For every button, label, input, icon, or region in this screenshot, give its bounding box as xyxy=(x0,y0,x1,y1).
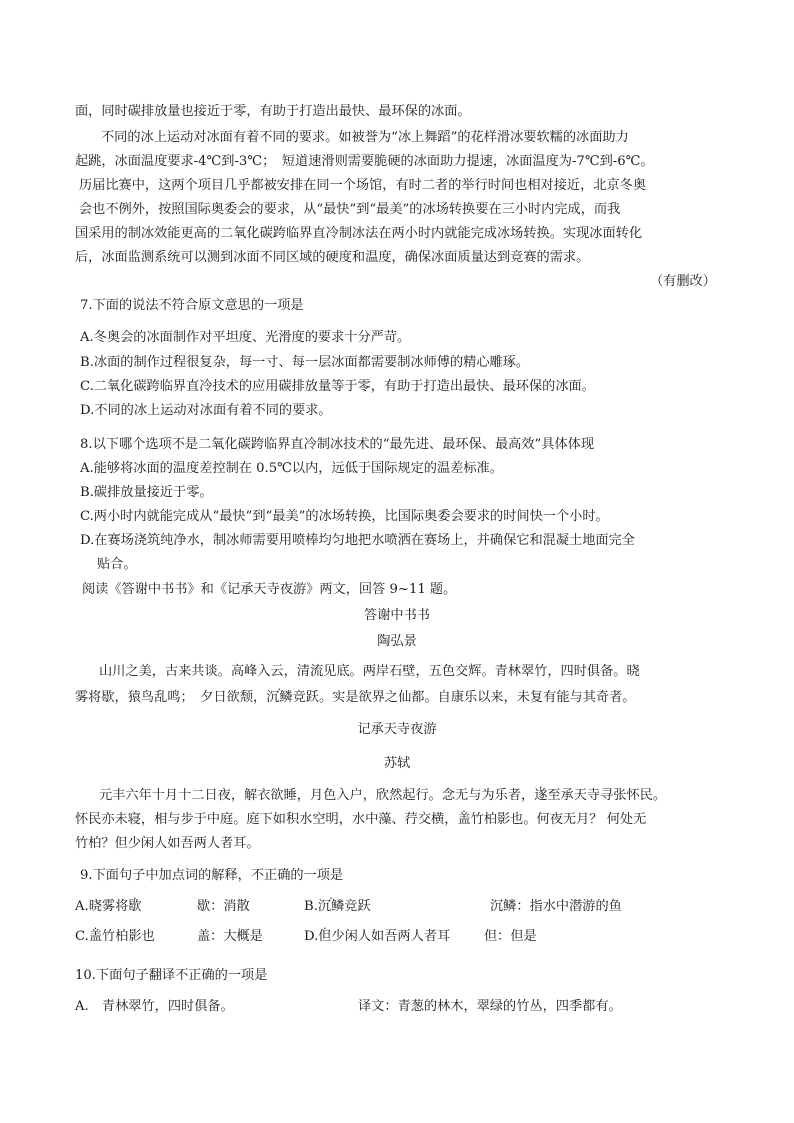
q9-option-d-explanation: 但：但是 xyxy=(484,929,537,944)
text2-line-2: 怀民亦未寝，相与步于中庭。庭下如积水空明，水中藻、荇交横，盖竹柏影也。何夜无月？ 何处无 xyxy=(75,812,647,827)
text1-line-1: 山川之美，古来共谈。高峰入云，清流见底。两岸石壁，五色交辉。青林翠竹，四时俱备。晓 xyxy=(99,664,640,679)
passage-line-1: 面，同时碳排放量也接近于零，有助于打造出最快、最环保的冰面。 xyxy=(75,104,471,119)
passage-line-4: 历届比赛中，这两个项目几乎都被安排在同一个场馆，有时二者的举行时间也相对接近，北京冬奥 xyxy=(79,178,647,193)
q9-option-c-explanation: 盖：大概是 xyxy=(197,929,263,944)
q9-option-d: D.但少闲人如吾两人者耳 xyxy=(304,929,451,944)
q7-option-b: B.冰面的制作过程很复杂，每一寸、每一层冰面都需要制冰师傅的精心雕琢。 xyxy=(80,355,530,370)
dotted-word: 盖 xyxy=(88,929,102,944)
text1-line-2: 雾将歇，猿鸟乱鸣； 夕日欲颓，沉鳞竞跃。实是欲界之仙都。自康乐以来，未复有能与其奇者。 xyxy=(75,690,636,705)
q9-option-a-explanation: 歇：消散 xyxy=(197,899,250,914)
q9-option-b: B.沉鳞竞跃 xyxy=(304,899,371,914)
q7-option-c: C.二氧化碳跨临界直冷技术的应用碳排放量等于零，有助于打造出最快、最环保的冰面。 xyxy=(80,379,595,394)
dotted-word: 盖 xyxy=(457,812,471,827)
text2-line-3: 竹柏？但少闲人如吾两人者耳。 xyxy=(75,836,260,851)
passage-line-5: 会也不例外，按照国际奥委会的要求，从“最快”到“最美”的冰场转换要在三小时内完成，而我 xyxy=(79,202,621,217)
q10-option-a: A. 青林翠竹，四时俱备。 xyxy=(75,999,234,1014)
text1-author: 陶弘景 xyxy=(377,634,417,649)
dotted-word: 遂 xyxy=(534,788,548,803)
q10-option-a-translation: 译文：青葱的林木，翠绿的竹丛，四季都有。 xyxy=(358,999,622,1014)
source-note: （有删改） xyxy=(650,274,716,289)
passage-line-6: 国采用的制冰效能更高的二氧化碳跨临界直冷制冰法在两小时内就能完成冰场转换。实现冰面转化 xyxy=(75,226,643,241)
passage-line-2: 不同的冰上运动对冰面有着不同的要求。如被誉为“冰上舞蹈”的花样滑冰要软糯的冰面助力 xyxy=(101,130,629,145)
text2-line-1: 元丰六年十月十二日夜，解衣欲睡，月色入户，欣然起行。念无与为乐者，遂至承天寺寻张怀民。 xyxy=(99,788,667,803)
dotted-word: 歇 xyxy=(128,899,142,914)
q8-option-a: A.能够将冰面的温度差控制在 0.5℃以内，远低于国际规定的温差标准。 xyxy=(80,461,503,476)
passage-line-7: 后，冰面监测系统可以测到冰面不同区域的硬度和温度，确保冰面质量达到竞赛的需求。 xyxy=(75,250,590,265)
passage-line-3: 起跳，冰面温度要求-4℃到-3℃； 短道速滑则需要脆硬的冰面助力提速，冰面温度为-7℃到-6℃。 xyxy=(75,154,654,169)
dotted-word: 沉鳞 xyxy=(317,899,345,914)
q7-option-a: A.冬奥会的冰面制作对平坦度、光滑度的要求十分严苛。 xyxy=(80,330,411,345)
q7-stem: 7.下面的说法不符合原文意思的一项是 xyxy=(80,298,304,313)
q9-option-b-explanation: 沉鳞：指水中潜游的鱼 xyxy=(490,899,622,914)
dotted-word: 沉鳞 xyxy=(266,690,293,705)
q8-option-c: C.两小时内就能完成从“最快”到“最美”的冰场转换，比国际奥委会要求的时间快一个小时。 xyxy=(80,509,609,524)
q8-option-d-cont: 贴合。 xyxy=(97,557,137,572)
q9-option-a: A.晓雾将歇 xyxy=(75,899,142,914)
q8-option-b: B.碳排放量接近于零。 xyxy=(80,485,213,500)
reading-instruction: 阅读《答谢中书书》和《记承天寺夜游》两文，回答 9~11 题。 xyxy=(82,582,457,597)
q8-stem: 8.以下哪个选项不是二氧化碳跨临界直冷制冰技术的“最先进、最环保、最高效”具体体现 xyxy=(80,437,594,452)
q7-option-d: D.不同的冰上运动对冰面有着不同的要求。 xyxy=(80,403,332,418)
q9-stem: 9.下面句子中加点词的解释，不正确的一项是 xyxy=(80,868,344,883)
q9-option-c: C.盖竹柏影也 xyxy=(75,929,155,944)
text1-title: 答谢中书书 xyxy=(364,608,430,623)
dotted-word: 但 xyxy=(318,929,332,944)
text2-title: 记承天寺夜游 xyxy=(357,722,437,737)
q10-stem: 10.下面句子翻译不正确的一项是 xyxy=(75,968,268,983)
q8-option-d: D.在赛场浇筑纯净水，制冰师需要用喷棒均匀地把水喷洒在赛场上，并确保它和混凝土地面完全 xyxy=(80,533,635,548)
text2-author: 苏轼 xyxy=(383,756,411,771)
